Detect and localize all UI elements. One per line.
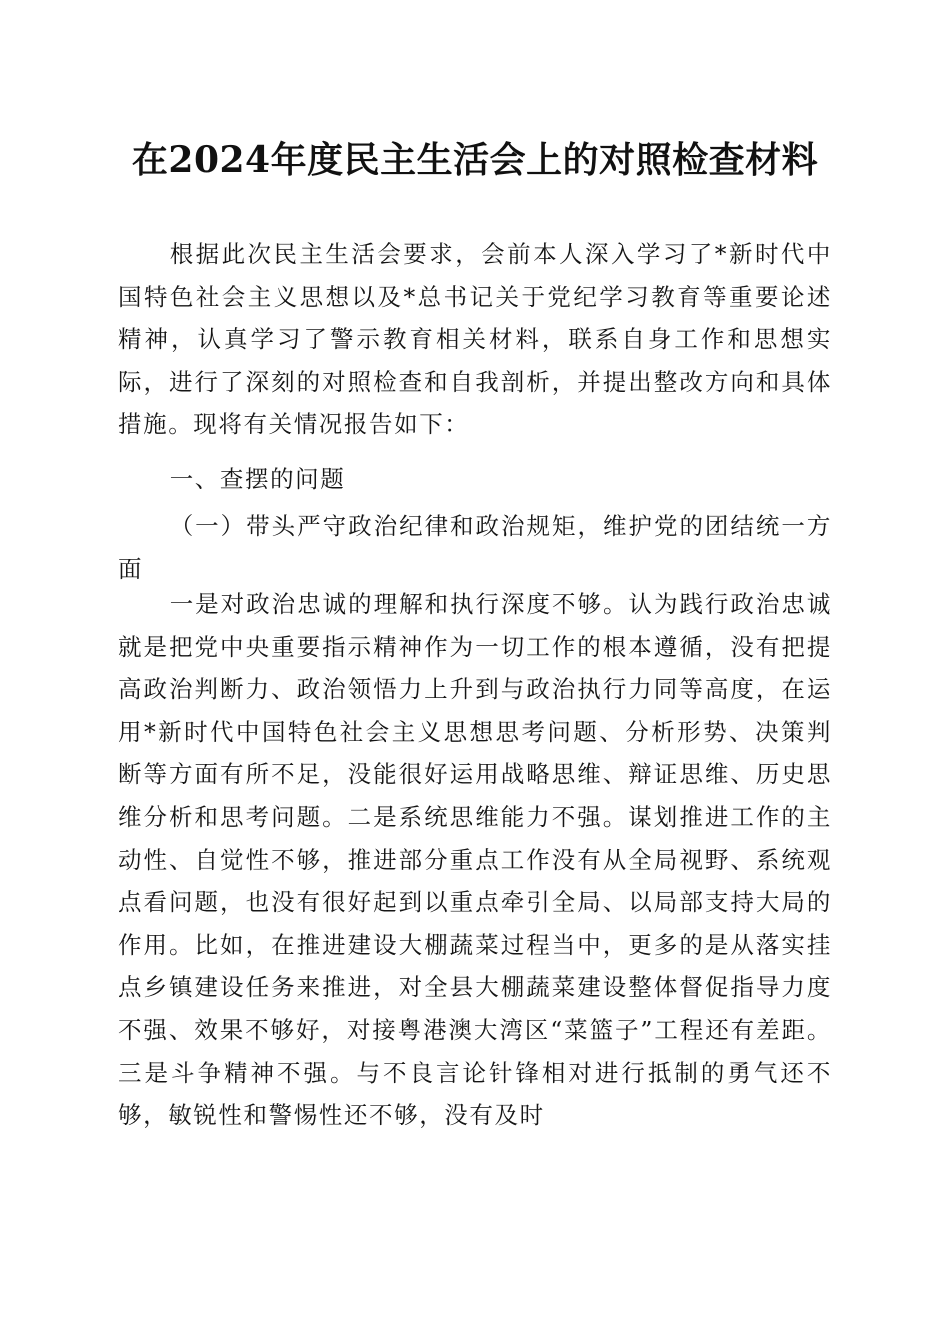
section-heading: 一、查摆的问题 <box>169 465 346 493</box>
body-paragraph: 一是对政治忠诚的理解和执行深度不够。认为践行政治忠诚就是把党中央重要指示精神作为一切工作的根本遵循，没有把提高政治判断力、政治领悟力上升到与政治执行力同等高度，在运用*新时代中国特色社会主义思想思考问题、分析形势、决策判断等方面有所不足，没能很好运用战略思维、辩证思维、历史思维分析和思考问题。二是系统思维能力不强。谋划推进工作的主动性、自觉性不够，推进部分重点工作没有从全局视野、系统观点看问题，也没有很好起到以重点牵引全局、以局部支持大局的作用。比如，在推进建设大棚蔬菜过程当中，更多的是从落实挂点乡镇建设任务来推进，对全县大棚蔬菜建设整体督促指导力度不强、效果不够好，对接粤港澳大湾区“菜篮子”工程还有差距。三是斗争精神不强。与不良言论针锋相对进行抵制的勇气还不够，敏锐性和警惕性还不够，没有及时 <box>118 590 832 1130</box>
subsection-heading: （一）带头严守政治纪律和政治规矩，维护党的团结统一方面 <box>118 512 832 583</box>
intro-paragraph: 根据此次民主生活会要求，会前本人深入学习了*新时代中国特色社会主义思想以及*总书记关于党纪学习教育等重要论述精神，认真学习了警示教育相关材料，联系自身工作和思想实际，进行了深刻的对照检查和自我剖析，并提出整改方向和具体措施。现将有关情况报告如下： <box>118 240 832 439</box>
document-title: 在2024年度民主生活会上的对照检查材料 <box>131 139 819 181</box>
